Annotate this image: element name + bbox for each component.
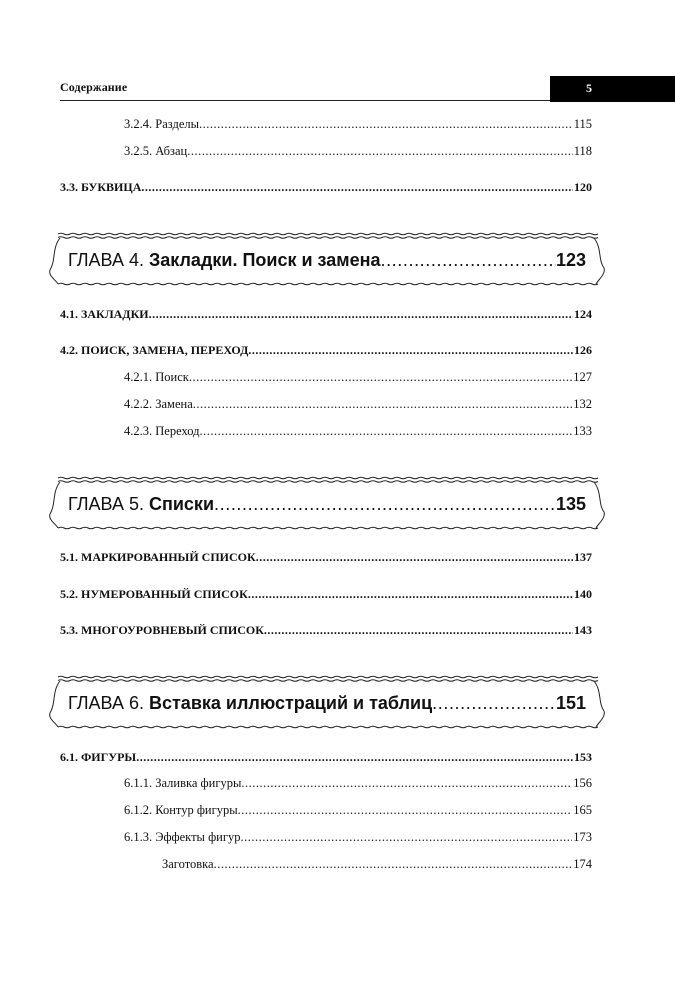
frame-right-bracket	[594, 238, 604, 284]
page-number: 5	[586, 81, 592, 95]
toc-page-number: 140	[574, 587, 592, 601]
chapter-page-number: 123	[555, 250, 586, 270]
dot-leader	[149, 306, 573, 322]
toc-entry-title: 6.1. ФИГУРЫ	[60, 750, 137, 764]
toc-page-number: 137	[574, 550, 592, 564]
toc-subsection-entry[interactable]	[124, 775, 592, 791]
frame-bottom-wave	[58, 726, 598, 728]
running-header-title: Содержание	[60, 80, 128, 94]
chapter-page-number: 135	[555, 494, 586, 514]
toc-entry-title: 5.3. МНОГОУРОВНЕВЫЙ СПИСОК	[60, 623, 264, 637]
toc-page-number: 174	[573, 857, 592, 871]
dot-leader	[214, 494, 556, 515]
frame-bottom-wave	[58, 527, 598, 529]
toc-section-entry[interactable]	[60, 622, 592, 638]
toc-page-number: 115	[573, 117, 592, 131]
toc-entry-title: 6.1.3. Эффекты фигур	[124, 830, 241, 844]
dot-leader	[432, 693, 556, 714]
dot-leader	[189, 369, 572, 385]
dot-leader	[241, 775, 572, 791]
toc-section-entry[interactable]	[60, 342, 592, 358]
frame-top-wave-2	[58, 237, 598, 239]
toc-subsection-entry[interactable]	[124, 396, 592, 412]
toc-subsection-entry[interactable]	[162, 856, 592, 872]
toc-page-number: 126	[574, 343, 592, 357]
frame-right-bracket	[594, 482, 604, 528]
dot-leader	[264, 622, 573, 638]
toc-entry-title: 6.1.2. Контур фигуры	[124, 803, 238, 817]
toc-section-entry[interactable]	[60, 749, 592, 765]
toc-section-entry[interactable]	[60, 179, 592, 195]
frame-top-wave	[58, 233, 598, 235]
chapter-title: Вставка иллюстраций и таблиц	[148, 693, 433, 713]
dot-leader	[241, 829, 573, 845]
dot-leader	[187, 143, 573, 159]
chapter-heading	[46, 673, 606, 735]
toc-page-number: 165	[573, 803, 592, 817]
dot-leader	[248, 586, 573, 602]
dot-leader	[214, 856, 573, 872]
frame-top-wave-2	[58, 680, 598, 682]
toc-page-number: 153	[574, 750, 592, 764]
chapter-row	[68, 693, 586, 714]
toc-entry-title: 4.2.1. Поиск	[124, 370, 189, 384]
toc-page-number: 156	[573, 776, 592, 790]
toc-subsection-entry[interactable]	[124, 143, 592, 159]
toc-section-entry[interactable]	[60, 306, 592, 322]
toc-subsection-entry[interactable]	[124, 829, 592, 845]
chapter-row	[68, 250, 586, 271]
dot-leader	[256, 549, 573, 565]
frame-right-bracket	[594, 681, 604, 727]
frame-left-bracket	[50, 681, 60, 727]
toc-subsection-entry[interactable]	[124, 369, 592, 385]
toc-entry-title: Заготовка	[162, 857, 214, 871]
toc-section-entry[interactable]	[60, 586, 592, 602]
toc-entry-title: 4.2. ПОИСК, ЗАМЕНА, ПЕРЕХОД	[60, 343, 249, 357]
toc-section-entry[interactable]	[60, 549, 592, 565]
toc-entry-title: 5.1. МАРКИРОВАННЫЙ СПИСОК	[60, 550, 256, 564]
toc-page-number: 120	[574, 180, 592, 194]
chapter-label: ГЛАВА 4.	[68, 250, 144, 270]
toc-entry-title: 3.2.5. Абзац	[124, 144, 188, 158]
toc-entry-title: 4.1. ЗАКЛАДКИ	[60, 307, 149, 321]
toc-page-number: 173	[573, 830, 592, 844]
toc-entry-title: 5.2. НУМЕРОВАННЫЙ СПИСОК	[60, 587, 248, 601]
toc-page-number: 118	[573, 144, 592, 158]
chapter-label: ГЛАВА 6.	[68, 693, 144, 713]
chapter-row	[68, 494, 586, 515]
toc-subsection-entry[interactable]	[124, 423, 592, 439]
toc-subsection-entry[interactable]	[124, 116, 592, 132]
toc-entry-title: 4.2.3. Переход	[124, 424, 200, 438]
dot-leader	[193, 396, 572, 412]
chapter-page-number: 151	[555, 693, 586, 713]
chapter-title: Закладки. Поиск и замена	[148, 250, 381, 270]
frame-top-wave	[58, 477, 598, 479]
dot-leader	[238, 802, 573, 818]
toc-page-number: 133	[573, 424, 592, 438]
dot-leader	[380, 250, 555, 271]
chapter-title: Списки	[148, 494, 215, 514]
toc-page-number: 143	[574, 623, 592, 637]
frame-top-wave-2	[58, 481, 598, 483]
dot-leader	[141, 179, 573, 195]
chapter-label: ГЛАВА 5.	[68, 494, 144, 514]
dot-leader	[136, 749, 573, 765]
toc-page-number: 124	[574, 307, 592, 321]
toc-page-number: 127	[573, 370, 592, 384]
toc-entry-title: 6.1.1. Заливка фигуры	[124, 776, 242, 790]
dot-leader	[199, 423, 572, 439]
frame-left-bracket	[50, 238, 60, 284]
dot-leader	[199, 116, 573, 132]
chapter-heading	[46, 230, 606, 292]
toc-entry-title: 3.3. БУКВИЦА	[60, 180, 142, 194]
toc-page-number: 132	[573, 397, 592, 411]
chapter-heading	[46, 474, 606, 536]
toc-entry-title: 3.2.4. Разделы	[124, 117, 200, 131]
toc-entry-title: 4.2.2. Замена	[124, 397, 193, 411]
frame-top-wave	[58, 676, 598, 678]
frame-bottom-wave	[58, 283, 598, 285]
dot-leader	[248, 342, 573, 358]
toc-subsection-entry[interactable]	[124, 802, 592, 818]
frame-left-bracket	[50, 482, 60, 528]
